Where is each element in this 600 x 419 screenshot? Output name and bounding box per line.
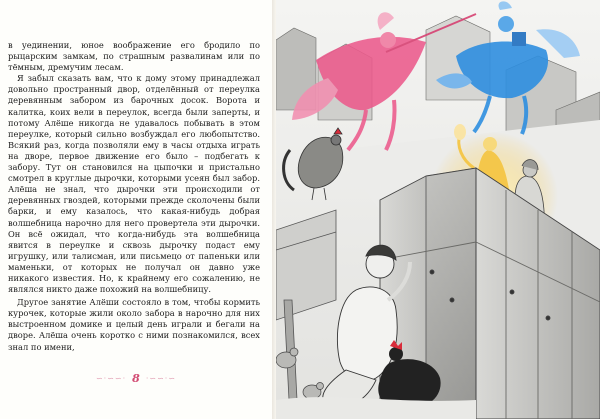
text-column xyxy=(8,40,260,353)
paragraph-2: Я забыл сказать вам, что к дому этому принадлежал довольно пространный двор, отделённый от переулка деревянным забором из барочных досок. Ворота и калитка, коих вели в переулок, всегда были заперты, и потому Алёше никогда не удавалось побывать в этом переулке, который сильно возбуждал его любопытство. Всякий раз, когда позволяли ему в часы отдыха играть на дворе, первое движение его было – подбегать к забору. Тут он становился на цыпочки и пристально смотрел в круглые дырочки, которыми усеян был забор. Алёша не знал, что дырочки эти происходили от деревянных гвоздей, которыми прежде сколочены были барки, и ему казалось, что какая-нибудь добрая волшебница нарочно для него провертела эти дырочки. Он всё ожидал, что когда-нибудь эта волшебница явится в переулке и сквозь дырочку подаст ему игрушку, или талисман, или письмецо от папеньки или маменьки, от которых не получал он давно уже никакого известия. Но, к крайнему его сожалению, не являлся никто даже похожий на волшебницу. xyxy=(8,73,260,295)
flourish-ornament-icon: ∽·∽∽· xyxy=(95,374,127,383)
flourish-ornament-icon: ·∽∽·∽ xyxy=(145,374,177,383)
left-page xyxy=(0,0,272,419)
page-number: 8 xyxy=(132,372,140,385)
paragraph-3: Другое занятие Алёши состояло в том, чтобы кормить курочек, которые жили около забора в нарочно для них выстроенном домике и целый день играли и бегали на дворе. Алёша очень коротко с ними познакомился, всех знал по имени, xyxy=(8,297,260,352)
paragraph-1: в уединении, юное воображение его бродило по рыцарским замкам, по страшным развалинам или по тёмным, дремучим лесам. xyxy=(8,40,260,73)
page-number-block xyxy=(0,372,272,385)
illustration xyxy=(276,0,600,419)
